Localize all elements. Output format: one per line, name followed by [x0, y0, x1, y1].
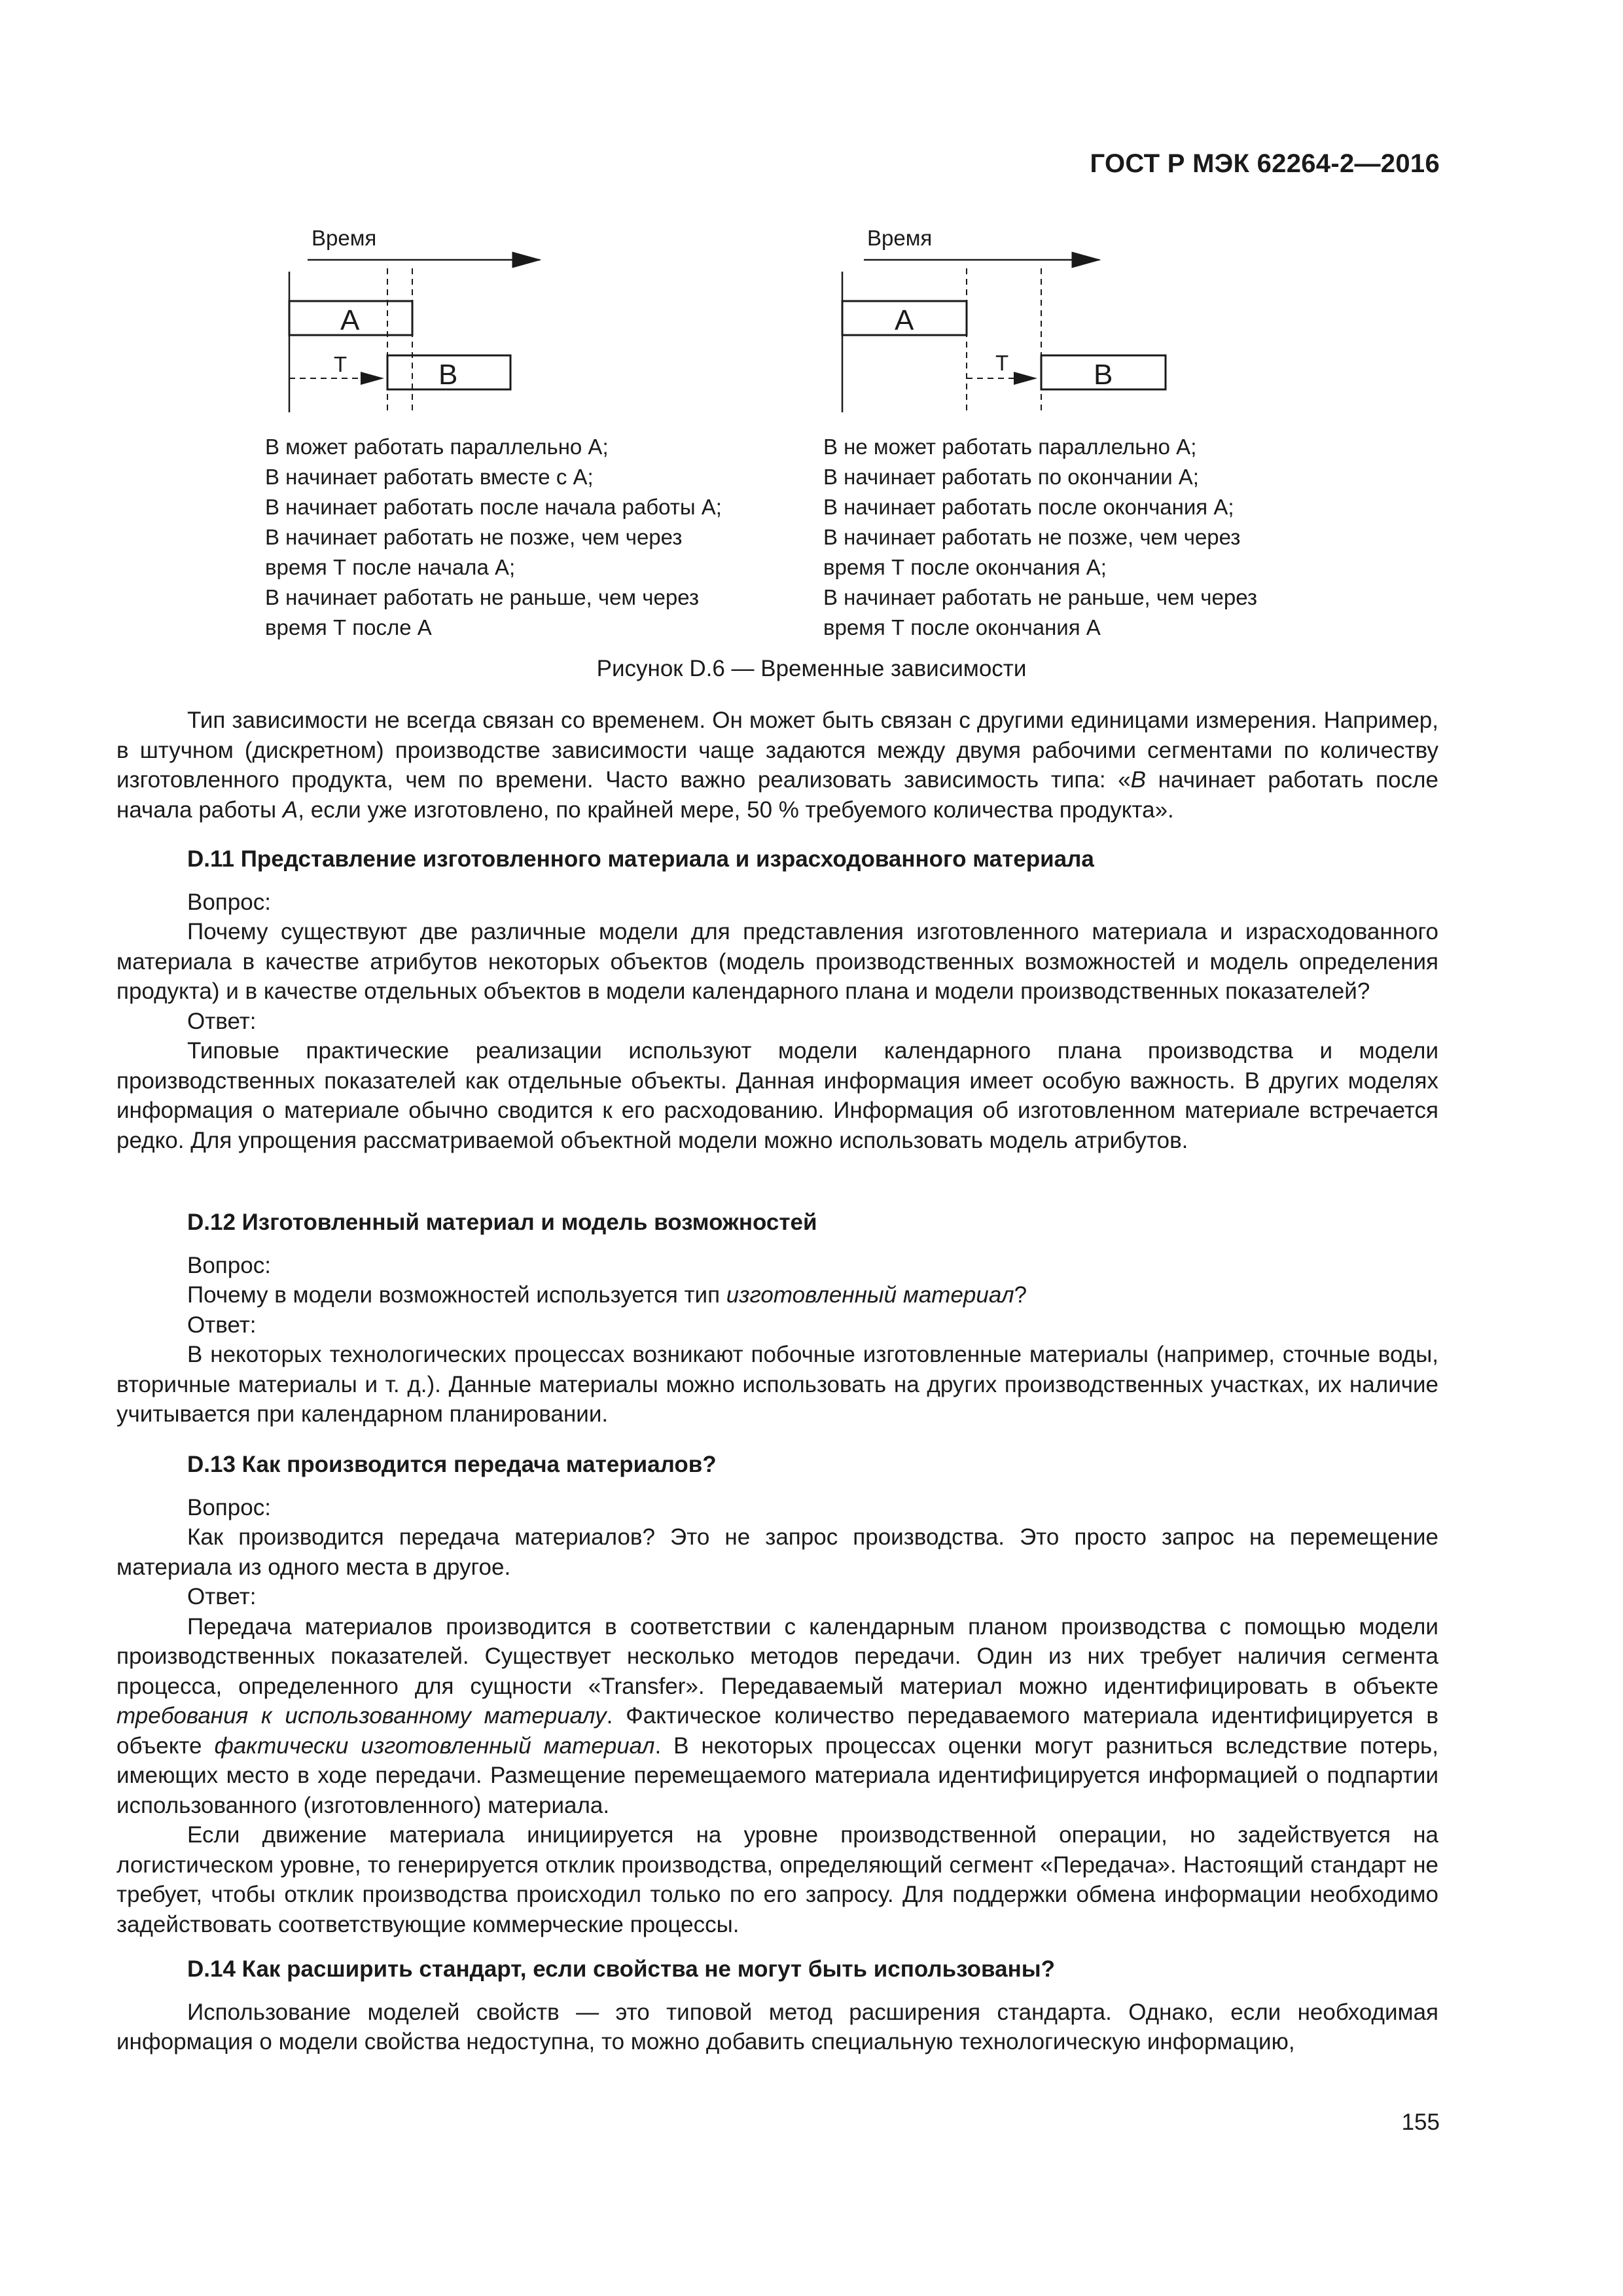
question-text-1: Почему в модели возможностей используется тип — [187, 1282, 726, 1308]
right-diagram-caption — [823, 432, 1257, 643]
section-d14 — [116, 1954, 1438, 2057]
answer-text-2: . Фактическое количество передаваемого материала идентифицируется в объекте — [116, 1703, 1438, 1759]
section-heading: D.11 Представление изготовленного материала и израсходованного материала — [187, 846, 1094, 872]
caption-line: время Т после окончания А — [823, 615, 1101, 639]
intro-italic-b: B — [1130, 767, 1147, 793]
caption-line: В не может работать параллельно А; — [823, 435, 1197, 459]
question-label: Вопрос: — [187, 1252, 271, 1278]
answer-text-1: Передача материалов производится в соответствии с календарным планом производства с помощью модели производственных показателей. Существует несколько методов передачи. Один из них требует наличия сегмента процесса, определенного для сущности «Transfer». Передаваемый материал можно идентифицировать в объекте — [116, 1613, 1438, 1699]
question-label: Вопрос: — [187, 889, 271, 915]
intro-text-3: , если уже изготовлено, по крайней мере, 50 % требуемого количества продукта». — [298, 797, 1174, 823]
caption-line: В может работать параллельно А; — [265, 435, 609, 459]
figure-title: Рисунок D.6 — Временные зависимости — [596, 656, 1027, 681]
answer-label: Ответ: — [187, 1584, 257, 1609]
t-label: T — [334, 352, 348, 376]
answer-italic-1: требования к использованному материалу — [116, 1703, 607, 1729]
left-diagram-svg — [262, 216, 681, 425]
answer-label: Ответ: — [187, 1008, 257, 1034]
intro-italic-a: A — [282, 797, 298, 823]
caption-line: В начинает работать вместе с А; — [265, 465, 594, 489]
question-text-2: ? — [1014, 1282, 1027, 1308]
question-label: Вопрос: — [187, 1494, 271, 1520]
answer-text: Типовые практические реализации используют модели календарного плана производства и модели производственных показателей как отдельные объекты. Данная информация имеет особую важность. В других моделях информация о материале обычно сводится к его расходованию. Информация об изготовленном материале встречается редко. Для упрощения рассматриваемой объектной модели можно использовать модель атрибутов. — [116, 1038, 1438, 1153]
intro-text-1: Тип зависимости не всегда связан со временем. Он может быть связан с другими единицами измерения. Например, в штучном (дискретном) производстве зависимости чаще задаются между двумя рабочими сегментами по количеству изготовленного продукта, чем по времени. Часто важно реализовать зависимость типа: « — [116, 708, 1438, 793]
page-number: 155 — [1401, 2109, 1440, 2135]
answer-text: В некоторых технологических процессах возникают побочные изготовленные материалы (например, сточные воды, вторичные материалы и т. д.). Данные материалы можно использовать на других производственных участках, их наличие учитывается при календарном планировании. — [116, 1342, 1438, 1427]
box-b-label: B — [1094, 359, 1113, 391]
t-label: T — [995, 351, 1009, 375]
box-a-label: A — [895, 304, 914, 336]
right-diagram-svg — [815, 216, 1234, 425]
caption-line: В начинает работать не раньше, чем через — [265, 585, 699, 609]
section-heading: D.12 Изготовленный материал и модель возможностей — [187, 1210, 817, 1235]
section-heading: D.14 Как расширить стандарт, если свойства не могут быть использованы? — [187, 1956, 1055, 1982]
intro-paragraph-block — [116, 706, 1438, 825]
time-label: Время — [312, 226, 377, 250]
answer-text — [116, 1612, 1438, 1821]
section-d13 — [116, 1450, 1438, 1939]
left-timing-diagram — [262, 216, 681, 425]
question-italic: изготовленный материал — [726, 1282, 1014, 1308]
question-text — [116, 1280, 1438, 1310]
intro-paragraph — [116, 706, 1438, 825]
caption-line: В начинает работать не позже, чем через — [265, 525, 683, 549]
caption-line: время Т после окончания А; — [823, 555, 1107, 579]
section-d11 — [116, 844, 1438, 1155]
caption-line: время Т после начала А; — [265, 555, 516, 579]
box-a-label: A — [340, 304, 360, 336]
answer-label: Ответ: — [187, 1312, 257, 1338]
answer-text-3: . В некоторых процессах оценки могут разниться вследствие потерь, имеющих место в ходе передачи. Размещение перемещаемого материала идентифицируется информацией о подпартии использованного (изготовленного) материала. — [116, 1732, 1438, 1818]
caption-line: В начинает работать после окончания А; — [823, 495, 1234, 519]
box-b-label: B — [438, 359, 458, 391]
caption-line: В начинает работать после начала работы А; — [265, 495, 722, 519]
left-diagram-caption — [265, 432, 722, 643]
caption-line: В начинает работать не позже, чем через — [823, 525, 1241, 549]
answer-text-2-paragraph: Если движение материала инициируется на уровне производственной операции, но задействуется на логистическом уровне, то генерируется отклик производства, определяющий сегмент «Передача». Настоящий стандарт не требует, чтобы отклик производства происходил только по его запросу. Для поддержки обмена информации необходимо задействовать соответствующие коммерческие процессы. — [116, 1822, 1438, 1937]
document-header: ГОСТ Р МЭК 62264-2—2016 — [1090, 149, 1440, 178]
question-text: Почему существуют две различные модели для представления изготовленного материала и израсходованного материала в качестве атрибутов некоторых объектов (модель производственных возможностей и модель определения продукта) и в качестве отдельных объектов в модели календарного плана и модели производственных показателей? — [116, 919, 1438, 1004]
section-d12 — [116, 1208, 1438, 1429]
answer-italic-2: фактически изготовленный материал — [214, 1732, 655, 1759]
section-heading: D.13 Как производится передача материалов? — [187, 1452, 717, 1477]
caption-line: В начинает работать по окончании А; — [823, 465, 1199, 489]
caption-line: время Т после А — [265, 615, 432, 639]
right-timing-diagram — [815, 216, 1234, 425]
time-label: Время — [867, 226, 933, 250]
figure-d6 — [0, 216, 1623, 668]
section-text: Использование моделей свойств — это типовой метод расширения стандарта. Однако, если необходимая информация о модели свойства недоступна, то можно добавить специальную технологическую информацию, — [116, 1999, 1438, 2054]
question-text: Как производится передача материалов? Это не запрос производства. Это просто запрос на перемещение материала из одного места в другое. — [116, 1524, 1438, 1580]
intro-text-2: начинает работать после начала работы — [116, 767, 1438, 823]
caption-line: В начинает работать не раньше, чем через — [823, 585, 1257, 609]
